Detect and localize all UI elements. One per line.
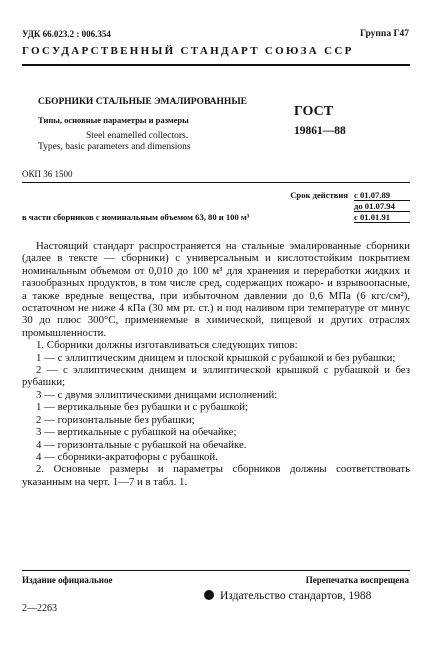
document-subtitle: Типы, основные параметры и размеры bbox=[38, 115, 189, 125]
validity-from: с 01.07.89 bbox=[354, 190, 410, 201]
english-subtitle: Types, basic parameters and dimensions bbox=[38, 142, 191, 152]
validity-to: до 01.07.94 bbox=[354, 201, 410, 212]
variant-4: 4 — горизонтальные с рубашкой на обечайке. bbox=[36, 438, 247, 451]
page-number: 2—2263 bbox=[22, 603, 57, 614]
official-edition: Издание официальное bbox=[22, 575, 113, 585]
variant-3: 3 — вертикальные с рубашкой на обечайке; bbox=[36, 426, 237, 439]
type-3: 3 — с двумя эллиптическими днищами исполнений: bbox=[36, 388, 278, 401]
variant-1: 1 — вертикальные без рубашки и с рубашкой; bbox=[36, 401, 249, 414]
clause-1: 1. Сборники должны изготавливаться следующих типов: bbox=[36, 339, 298, 352]
agency-title: ГОСУДАРСТВЕННЫЙ СТАНДАРТ СОЮЗА ССР bbox=[22, 45, 354, 57]
validity-label: Срок действия bbox=[290, 190, 348, 200]
variant-2: 2 — горизонтальные без рубашки; bbox=[36, 413, 195, 426]
header-rule bbox=[22, 64, 410, 66]
english-title: Steel enamelled collectors. bbox=[86, 131, 189, 141]
publisher-name: Издательство стандартов, 1988 bbox=[220, 590, 372, 602]
type-1: 1 — с эллиптическим днищем и плоской крышкой с рубашкой и без рубашки; bbox=[36, 351, 396, 364]
document-title: СБОРНИКИ СТАЛЬНЫЕ ЭМАЛИРОВАННЫЕ bbox=[38, 97, 247, 107]
type-2: 2 — с эллиптическим днищем и эллиптической крышкой с рубашкой и без рубашки; bbox=[22, 364, 410, 389]
group-code: Группа Г47 bbox=[360, 29, 409, 39]
publisher-logo-icon bbox=[204, 590, 214, 600]
okp-rule bbox=[22, 182, 410, 183]
intro-paragraph: Настоящий стандарт распространяется на стальные эмалированные сборники (далее в тексте — сборники) с универсальным и кислотостойким покрытием номинальным объемом от 0,010 до 100 м³ для хранения и переработки жидких и газообразных продуктов, в том числе сред, содержащих пожаро- и взрывоопасные, а также вредные вещества, при избыточном давлении до 0,6 МПа (6 кгс/см²), остаточном не ниже 4 кПа (30 мм рт. ст.) и под наливом при температуре от минус 30 до плюс 300°С, применяемые в химической, пищевой и других отраслях промышленности. bbox=[22, 240, 410, 339]
clause-2: 2. Основные размеры и параметры сборников должны соответствовать указанным на черт. 1—7 и в табл. 1. bbox=[22, 463, 410, 488]
footer-rule bbox=[22, 570, 410, 571]
udk-code: УДК 66.023.2 : 006.354 bbox=[22, 29, 111, 39]
gost-number: 19861—88 bbox=[294, 125, 346, 137]
validity-partial-from: с 01.01.91 bbox=[354, 212, 410, 223]
validity-table bbox=[22, 190, 410, 223]
publisher-line bbox=[204, 590, 371, 602]
type-4: 4 — сборники-акратофоры с рубашкой. bbox=[36, 450, 218, 463]
validity-partial-label: в части сборников с номинальным объемом 63, 80 и 100 м³ bbox=[22, 212, 250, 222]
body-text bbox=[22, 240, 410, 488]
gost-label: ГОСТ bbox=[294, 104, 334, 119]
reprint-notice: Перепечатка воспрещена bbox=[305, 575, 409, 585]
okp-code: ОКП 36 1500 bbox=[22, 169, 73, 179]
